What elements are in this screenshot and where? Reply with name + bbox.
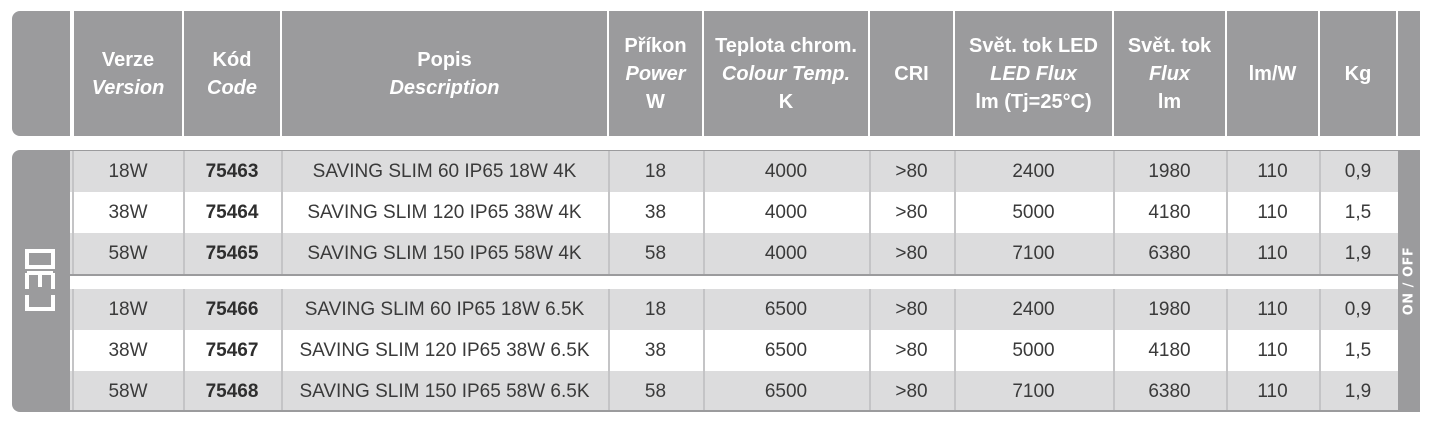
cell-description: SAVING SLIM 150 IP65 58W 6.5K [299,380,590,402]
header-power-cz: Příkon [624,34,687,57]
cell-power: 38 [644,201,667,223]
cell-description: SAVING SLIM 120 IP65 38W 6.5K [299,339,590,361]
cell-efficacy: 110 [1257,160,1288,182]
cell-code: 75467 [205,339,259,361]
header-version-en: Version [91,76,165,99]
cell-code: 75468 [205,380,259,402]
cell-description: SAVING SLIM 120 IP65 38W 4K [307,201,582,223]
column-separator [281,289,283,412]
column-separator [183,289,185,412]
header-efficacy [1227,11,1318,136]
cell-weight: 1,9 [1344,380,1372,402]
column-separator [1113,289,1115,412]
cell-description: SAVING SLIM 60 IP65 18W 4K [312,160,577,182]
cell-flux: 4180 [1148,339,1191,361]
table-row [70,330,1398,371]
header-description [282,11,607,136]
cell-power: 38 [644,339,667,361]
column-separator [1113,151,1115,274]
header-weight [1320,11,1396,136]
cell-weight: 0,9 [1344,160,1372,182]
cell-description: SAVING SLIM 150 IP65 58W 4K [307,242,582,264]
column-separator [954,151,956,274]
column-separator [869,151,871,274]
cell-cri: >80 [895,339,928,361]
column-separator [1226,151,1228,274]
header-led-flux-en: LED Flux [990,62,1077,85]
header-code-en: Code [207,76,257,99]
header-colour-temp [704,11,868,136]
cell-version: 38W [108,201,148,223]
column-separator [183,151,185,274]
table-row [70,371,1398,412]
cell-efficacy: 110 [1257,242,1288,264]
cell-led-flux: 5000 [1012,201,1055,223]
cell-code: 75463 [205,160,259,182]
table-row [70,151,1398,192]
cell-colour-temp: 4000 [764,160,808,182]
cell-version: 38W [108,339,148,361]
cell-efficacy: 110 [1257,298,1288,320]
header-description-cz: Popis [417,48,472,71]
cell-power: 18 [644,298,667,320]
column-separator [869,289,871,412]
header-efficacy-label: lm/W [1248,62,1297,85]
cell-power: 18 [644,160,667,182]
table-row [70,192,1398,233]
header-power [609,11,702,136]
cell-led-flux: 2400 [1012,160,1055,182]
column-separator [1226,289,1228,412]
cell-code: 75464 [205,201,259,223]
column-separator [72,151,74,274]
cell-colour-temp: 6500 [764,380,808,402]
header-description-en: Description [389,76,500,99]
cell-power: 58 [644,242,667,264]
column-separator [72,289,74,412]
header-flux [1114,11,1225,136]
cell-colour-temp: 6500 [764,298,808,320]
cell-version: 58W [108,242,148,264]
column-separator [703,289,705,412]
cell-flux: 6380 [1148,380,1191,402]
header-power-en: Power [625,62,686,85]
header-code-cz: Kód [212,48,252,71]
cell-weight: 1,9 [1344,242,1372,264]
cell-efficacy: 110 [1257,380,1288,402]
column-separator [608,151,610,274]
cell-flux: 1980 [1148,298,1191,320]
table-row [70,289,1398,330]
header-left-cap [12,11,70,136]
header-colour-temp-en: Colour Temp. [721,62,851,85]
cell-colour-temp: 6500 [764,339,808,361]
header-cri-label: CRI [894,62,929,85]
header-power-unit: W [646,90,665,113]
header-colour-temp-cz: Teplota chrom. [715,34,857,57]
cell-power: 58 [644,380,667,402]
cell-efficacy: 110 [1257,339,1288,361]
header-code [184,11,280,136]
cell-flux: 4180 [1148,201,1191,223]
cell-colour-temp: 4000 [764,201,808,223]
cell-version: 18W [108,160,148,182]
group-divider [70,274,1398,276]
cell-weight: 0,9 [1344,298,1372,320]
cell-cri: >80 [895,160,928,182]
led-lettering-icon [23,247,57,313]
header-cri [870,11,953,136]
column-separator [703,151,705,274]
cell-description: SAVING SLIM 60 IP65 18W 6.5K [304,298,585,320]
cell-cri: >80 [895,201,928,223]
cell-weight: 1,5 [1344,201,1372,223]
cell-flux: 1980 [1148,160,1191,182]
header-flux-cz: Svět. tok [1127,34,1212,57]
header-version-cz: Verze [101,48,155,71]
cell-weight: 1,5 [1344,339,1372,361]
cell-version: 18W [108,298,148,320]
cell-flux: 6380 [1148,242,1191,264]
cell-cri: >80 [895,380,928,402]
cell-cri: >80 [895,242,928,264]
header-flux-unit: lm [1157,90,1182,113]
cell-led-flux: 2400 [1012,298,1055,320]
header-right-cap [1398,11,1420,136]
cell-code: 75466 [205,298,259,320]
column-separator [954,289,956,412]
cell-led-flux: 5000 [1012,339,1055,361]
cell-efficacy: 110 [1257,201,1288,223]
column-separator [1319,289,1321,412]
switch-type-label: ON / OFF [1401,246,1417,316]
cell-colour-temp: 4000 [764,242,808,264]
header-weight-label: Kg [1344,62,1372,85]
header-version [74,11,182,136]
header-colour-temp-unit: K [778,90,794,113]
table-row [70,233,1398,274]
cell-led-flux: 7100 [1012,380,1055,402]
cell-led-flux: 7100 [1012,242,1055,264]
column-separator [281,151,283,274]
column-separator [608,289,610,412]
cell-version: 58W [108,380,148,402]
cell-code: 75465 [205,242,259,264]
header-led-flux [955,11,1112,136]
column-separator [1319,151,1321,274]
header-led-flux-cz: Svět. tok LED [969,34,1098,57]
header-flux-en: Flux [1148,62,1191,85]
header-led-flux-unit: lm (Tj=25°C) [975,90,1092,113]
cell-cri: >80 [895,298,928,320]
table-bottom-border [70,410,1398,412]
